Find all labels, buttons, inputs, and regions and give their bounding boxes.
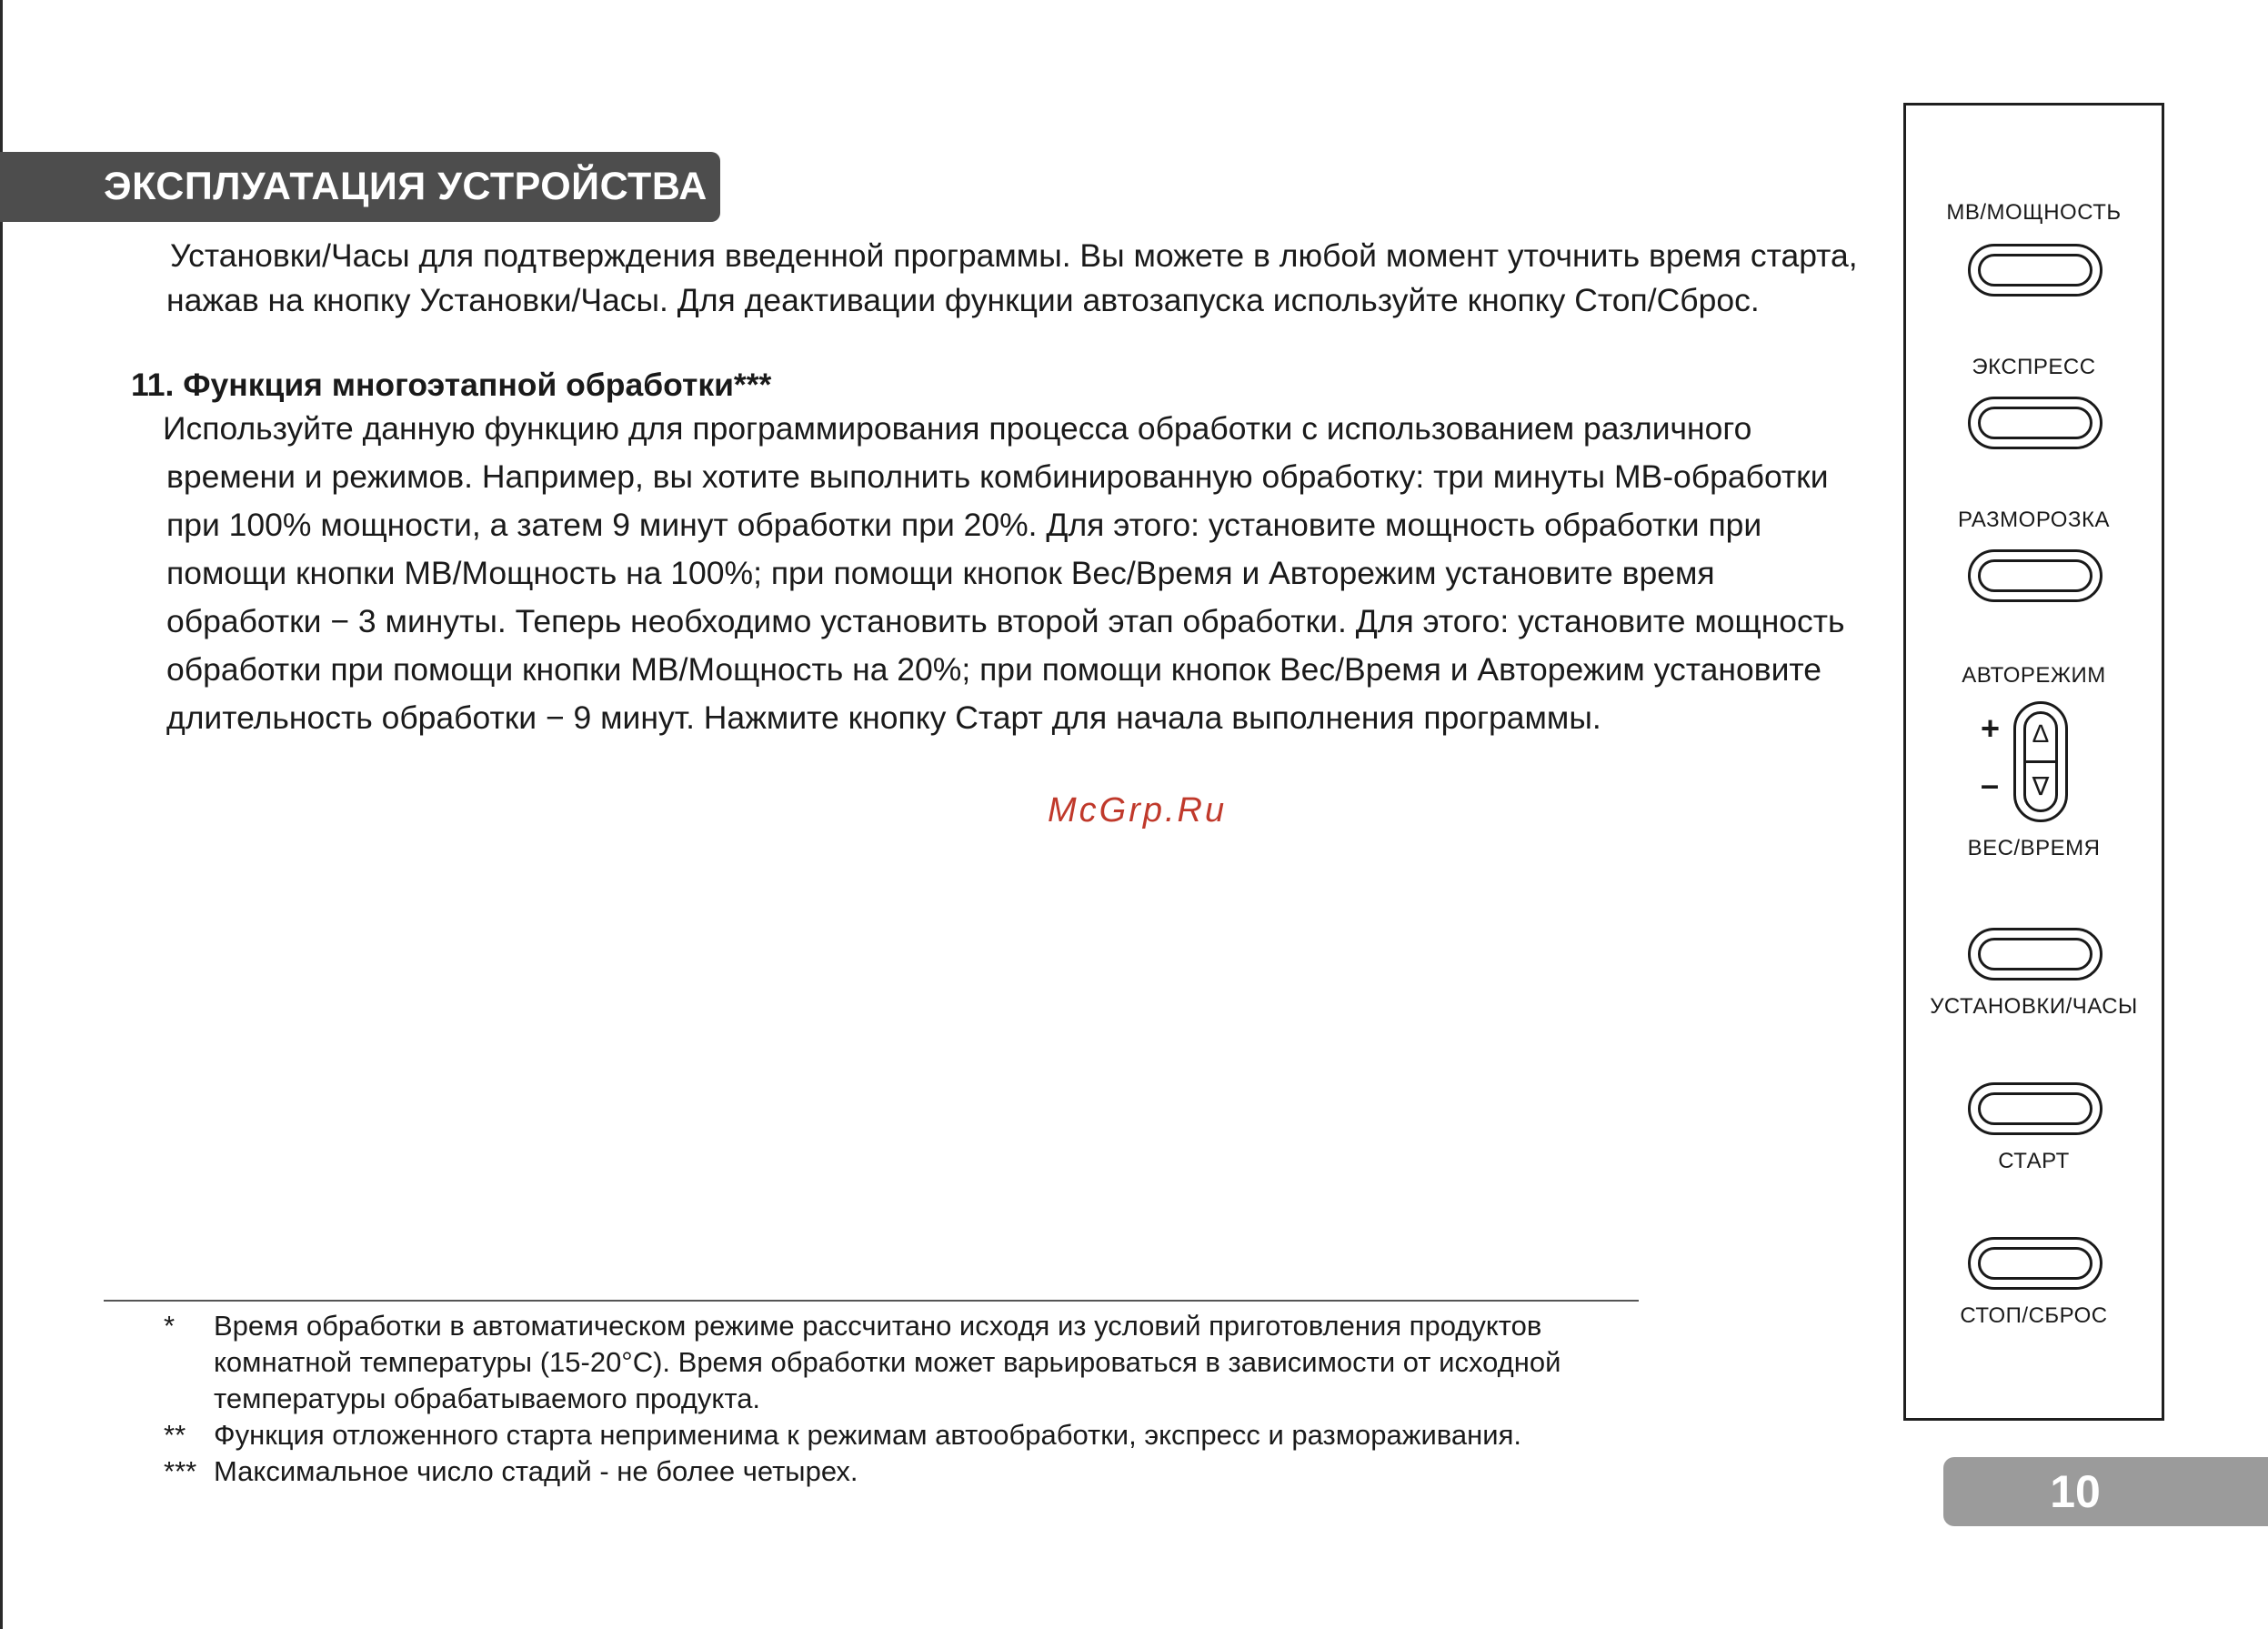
paragraph-multistage: Используйте данную функцию для программирования процесса обработки с использованием различного времени и режимов. Например, вы хотите выполнить комбинированную обработку: три минуты МВ-обработки при 100% мощности, а затем 9 минут обработки при 20%. Для этого: установите мощность обработки при помощи кнопки МВ/Мощность на 100%; при помощи кнопок Вес/Время и Авторежим установите время обработки − 3 минуты. Теперь необходимо установить второй этап обработки. Для этого: установите мощность обработки при помощи кнопки МВ/Мощность на 20%; при помощи кнопок Вес/Время и Авторежим установите длительность обработки − 9 минут. Нажмите кнопку Старт для начала выполнения программы. — [163, 410, 1845, 736]
start-button — [1968, 1082, 2102, 1135]
rocker-divider — [2023, 760, 2058, 763]
label-weight-time: ВЕС/ВРЕМЯ — [1967, 836, 2101, 860]
section-heading-multistage: 11. Функция многоэтапной обработки*** — [131, 367, 772, 403]
footnote-item — [164, 1308, 1655, 1417]
footnote-mark: * — [164, 1310, 176, 1342]
footnote-text: Максимальное число стадий - не более четырех. — [214, 1455, 858, 1487]
stop-reset-button — [1968, 1237, 2102, 1290]
section-header — [0, 152, 720, 222]
paragraph-autostart: Установки/Часы для подтверждения введенной программы. Вы можете в любой момент уточнить время старта, нажав на кнопку Установки/Часы. Для деактивации функции автозапуска используйте кнопку Стоп/Сброс. — [166, 237, 1858, 318]
footnote-divider — [104, 1300, 1639, 1302]
watermark: McGrp.Ru — [1048, 791, 1228, 830]
mv-power-button — [1968, 244, 2102, 297]
label-defrost: РАЗМОРОЗКА — [1958, 508, 2110, 532]
footnote-mark: *** — [164, 1455, 197, 1487]
label-express: ЭКСПРЕСС — [1972, 355, 2096, 379]
footnote-item — [164, 1417, 1655, 1453]
page-number-badge — [1943, 1457, 2268, 1526]
auto-weight-rocker-button — [2013, 701, 2068, 822]
label-start: СТАРТ — [1998, 1149, 2070, 1173]
label-settings-clock: УСТАНОВКИ/ЧАСЫ — [1930, 994, 2138, 1019]
express-button — [1968, 397, 2102, 449]
footnotes — [164, 1308, 1655, 1490]
label-stop-reset: СТОП/СБРОС — [1960, 1303, 2108, 1328]
footnote-text: Функция отложенного старта неприменима к режимам автообработки, экспресс и размораживания. — [214, 1419, 1522, 1451]
label-mv-power: МВ/МОЩНОСТЬ — [1946, 200, 2122, 225]
footnote-mark: ** — [164, 1419, 186, 1451]
minus-sign: – — [1981, 766, 2000, 803]
footnote-text: Время обработки в автоматическом режиме рассчитано исходя из условий приготовления продуктов комнатной температуры (15-20°С). Время обработки может варьироваться в зависимости от исходной температуры обрабатываемого продукта. — [214, 1310, 1561, 1414]
arrow-down-icon: ∇ — [2032, 772, 2050, 800]
settings-clock-button — [1968, 928, 2102, 980]
arrow-up-icon: ∆ — [2032, 719, 2049, 748]
footnote-item — [164, 1453, 1655, 1490]
control-panel-diagram — [1903, 103, 2164, 1421]
left-margin-rule — [0, 0, 3, 1629]
page-number: 10 — [2050, 1466, 2101, 1517]
section-title: ЭКСПЛУАТАЦИЯ УСТРОЙСТВА — [104, 165, 707, 208]
defrost-button — [1968, 549, 2102, 602]
plus-sign: + — [1981, 709, 2001, 747]
label-auto-mode: АВТОРЕЖИМ — [1962, 663, 2106, 688]
